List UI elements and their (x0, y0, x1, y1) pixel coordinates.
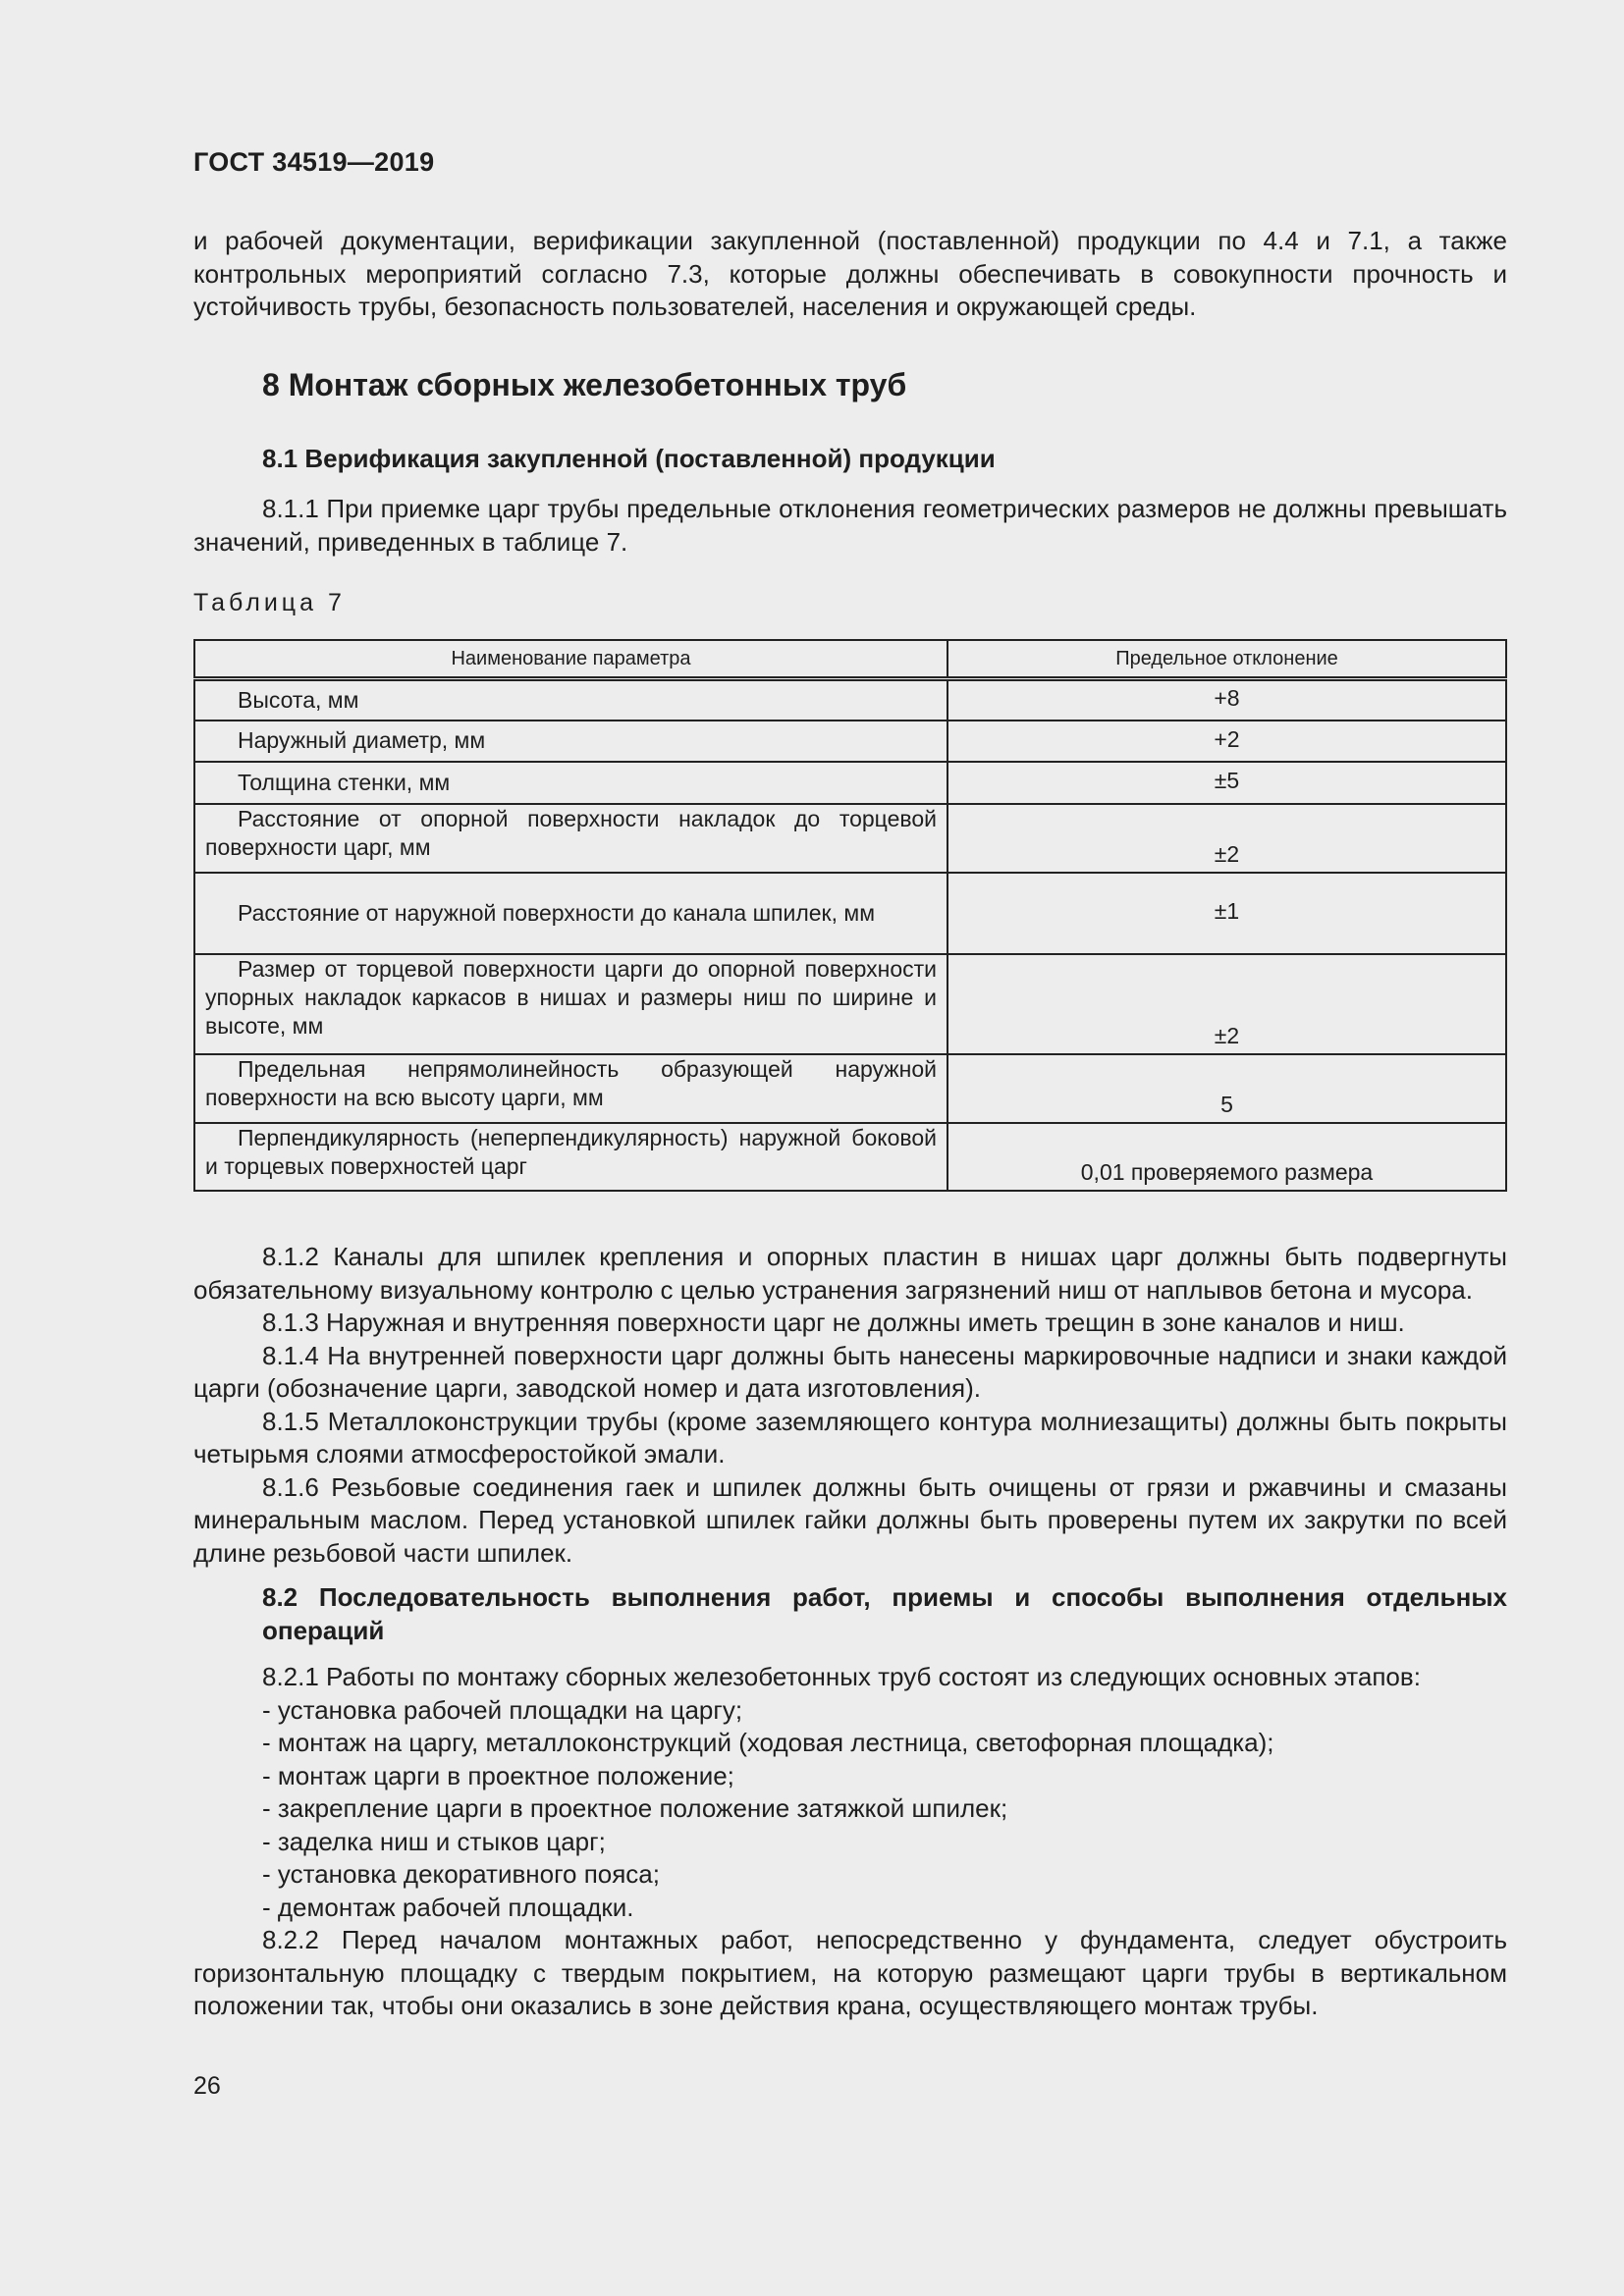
table-cell-parameter: Наружный диаметр, мм (194, 721, 947, 762)
paragraph-8-1-1: 8.1.1 При приемке царг трубы предельные отклонения геометрических размеров не должны превышать значений, приведенных в таблице 7. (193, 494, 1507, 557)
section-8-2-title: 8.2 Последовательность выполнения работ, приемы и способы выполнения отдельных операций (262, 1582, 1507, 1645)
table-cell-parameter: Размер от торцевой поверхности царги до опорной поверхности упорных накладок каркасов в нишах и размеры ниш по ширине и высоте, мм (194, 954, 947, 1054)
list-item: - заделка ниш и стыков царг; (262, 1826, 606, 1856)
table-cell-value: 5 (947, 1054, 1506, 1123)
section-8-1-title: 8.1 Верификация закупленной (поставленной) продукции (262, 444, 996, 473)
table-caption: Таблица 7 (193, 589, 346, 616)
list-item: - установка рабочей площадки на царгу; (262, 1694, 743, 1725)
table-cell-value: +2 (947, 721, 1506, 762)
table-row (194, 804, 1506, 873)
document-header: ГОСТ 34519—2019 (193, 147, 435, 177)
paragraph-8-1-4: 8.1.4 На внутренней поверхности царг должны быть нанесены маркировочные надписи и знаки каждой царги (обозначение царги, заводской номер и дата изготовления). (193, 1340, 1507, 1403)
table-header-row (194, 640, 1506, 679)
list-item: - монтаж на царгу, металлоконструкций (ходовая лестница, светофорная площадка); (262, 1728, 1274, 1757)
tolerance-table (193, 639, 1507, 1192)
table-cell-value: ±2 (947, 954, 1506, 1054)
table-cell-value: 0,01 проверяемого размера (947, 1123, 1506, 1191)
paragraph-8-1-2: 8.1.2 Каналы для шпилек крепления и опорных пластин в нишах царг должны быть подвергнуты обязательному визуальному контролю с целью устранения загрязнений ниш от наплывов бетона и мусора. (193, 1242, 1507, 1305)
paragraph-8-2-2: 8.2.2 Перед началом монтажных работ, непосредственно у фундамента, следует обустроить горизонтальную площадку с твердым покрытием, на которую размещают царги трубы в вертикальном положении так, чтобы они оказались в зоне действия крана, осуществляющего монтаж трубы. (193, 1925, 1507, 2020)
paragraph-8-1-6: 8.1.6 Резьбовые соединения гаек и шпилек должны быть очищены от грязи и ржавчины и смазаны минеральным маслом. Перед установкой шпилек гайки должны быть проверены путем их закрутки по всей длине резьбовой части шпилек. (193, 1471, 1507, 1568)
list-item: - закрепление царги в проектное положение затяжкой шпилек; (262, 1793, 1008, 1823)
table-row (194, 873, 1506, 954)
table-cell-parameter: Перпендикулярность (неперпендикулярность) наружной боковой и торцевых поверхностей царг (194, 1123, 947, 1191)
header-deviation: Предельное отклонение (947, 640, 1506, 679)
list-item: - монтаж царги в проектное положение; (262, 1760, 734, 1790)
paragraph-8-1-3: 8.1.3 Наружная и внутренняя поверхности царг не должны иметь трещин в зоне каналов и ниш. (262, 1308, 1405, 1337)
header-parameter: Наименование параметра (194, 640, 947, 679)
table-row (194, 1054, 1506, 1123)
table-cell-parameter: Расстояние от опорной поверхности накладок до торцевой поверхности царг, мм (194, 804, 947, 873)
table-row (194, 762, 1506, 804)
paragraph-8-2-1: 8.2.1 Работы по монтажу сборных железобетонных труб состоят из следующих основных этапов: (262, 1662, 1421, 1691)
table-cell-parameter: Толщина стенки, мм (194, 762, 947, 804)
list-item: - демонтаж рабочей площадки. (262, 1892, 634, 1922)
body-continuation (193, 1241, 1507, 2023)
section-8-title: 8 Монтаж сборных железобетонных труб (262, 367, 907, 402)
table-row (194, 721, 1506, 762)
intro-paragraph: и рабочей документации, верификации закупленной (поставленной) продукции по 4.4 и 7.1, а также контрольных мероприятий согласно 7.3, которые должны обеспечивать в совокупности прочность и устойчивость трубы, безопасность пользователей, населения и окружающей среды. (193, 226, 1507, 321)
paragraph-8-1-5: 8.1.5 Металлоконструкции трубы (кроме заземляющего контура молниезащиты) должны быть покрыты четырьмя слоями атмосферостойкой эмали. (193, 1406, 1507, 1468)
list-item: - установка декоративного пояса; (262, 1859, 660, 1889)
table-cell-parameter: Расстояние от наружной поверхности до канала шпилек, мм (194, 873, 947, 954)
table-cell-parameter: Предельная непрямолинейность образующей наружной поверхности на всю высоту царги, мм (194, 1054, 947, 1123)
table-row (194, 679, 1506, 721)
table-row (194, 954, 1506, 1054)
table-cell-value: ±2 (947, 804, 1506, 873)
page-number: 26 (193, 2072, 221, 2100)
table-row (194, 1123, 1506, 1191)
table-cell-parameter: Высота, мм (194, 679, 947, 721)
table-cell-value: ±5 (947, 762, 1506, 804)
table-cell-value: ±1 (947, 873, 1506, 954)
table-cell-value: +8 (947, 679, 1506, 721)
